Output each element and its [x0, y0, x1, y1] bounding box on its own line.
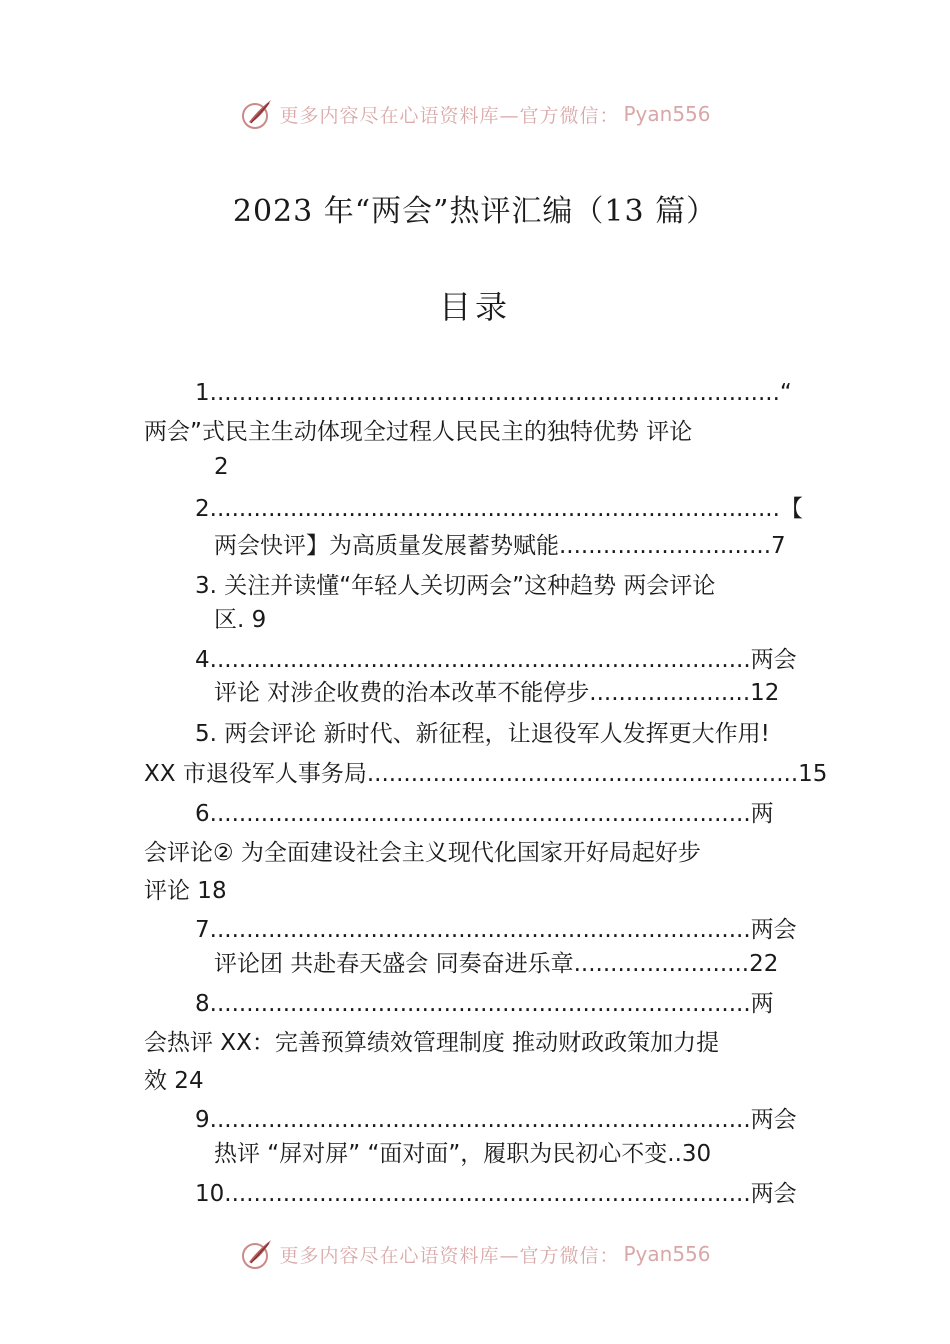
toc-line[interactable]: 会热评 XX：完善预算绩效管理制度 推动财政政策加力提: [144, 1030, 720, 1056]
toc-line[interactable]: 会评论② 为全面建设社会主义现代化国家开好局起好步: [144, 840, 701, 866]
toc-line[interactable]: 9..........................................................................两会: [195, 1107, 797, 1133]
toc-line[interactable]: 评论团 共赴春天盛会 同奏奋进乐章........................22: [214, 951, 779, 977]
toc-line[interactable]: 评论 18: [144, 878, 227, 904]
toc-line[interactable]: 4..........................................................................两会: [195, 647, 797, 673]
toc-line[interactable]: 两会快评】为高质量发展蓄势赋能.............................7: [214, 533, 786, 559]
toc-line[interactable]: 10........................................................................两会: [195, 1181, 797, 1207]
toc-line[interactable]: 8..........................................................................两: [195, 991, 774, 1017]
watermark-text: 更多内容尽在心语资料库—官方微信：: [279, 104, 620, 127]
feather-logo-icon: [239, 96, 275, 132]
toc-line[interactable]: 2: [214, 454, 229, 480]
watermark-wechat-id: Pyan556: [623, 102, 711, 126]
feather-logo-icon: [239, 1236, 275, 1272]
toc-line[interactable]: 1..............................................................................“: [195, 380, 792, 406]
watermark-footer: [0, 1234, 950, 1274]
toc-line[interactable]: 热评 “屏对屏” “面对面”，履职为民初心不变..30: [214, 1141, 712, 1167]
toc-line[interactable]: XX 市退役军人事务局...........................................................15: [144, 761, 828, 787]
toc-line[interactable]: 6..........................................................................两: [195, 801, 774, 827]
toc-line[interactable]: 3. 关注并读懂“年轻人关切两会”这种趋势 两会评论: [195, 573, 716, 599]
toc-heading: 目录: [438, 288, 511, 326]
toc-line[interactable]: 效 24: [144, 1068, 204, 1094]
toc-line[interactable]: 7..........................................................................两会: [195, 917, 797, 943]
toc-line[interactable]: 5. 两会评论 新时代、新征程，让退役军人发挥更大作用!: [195, 721, 770, 747]
watermark-text: 更多内容尽在心语资料库—官方微信：: [279, 1244, 620, 1267]
toc-line[interactable]: 2..............................................................................【: [195, 496, 803, 522]
document-title: 2023 年“两会”热评汇编（13 篇）: [232, 194, 718, 229]
toc-line[interactable]: 评论 对涉企收费的治本改革不能停步......................12: [214, 680, 780, 706]
watermark-header: [0, 94, 950, 134]
toc-line[interactable]: 区. 9: [214, 607, 267, 633]
toc-line[interactable]: 两会”式民主生动体现全过程人民民主的独特优势 评论: [144, 419, 693, 445]
watermark-wechat-id: Pyan556: [623, 1242, 711, 1266]
